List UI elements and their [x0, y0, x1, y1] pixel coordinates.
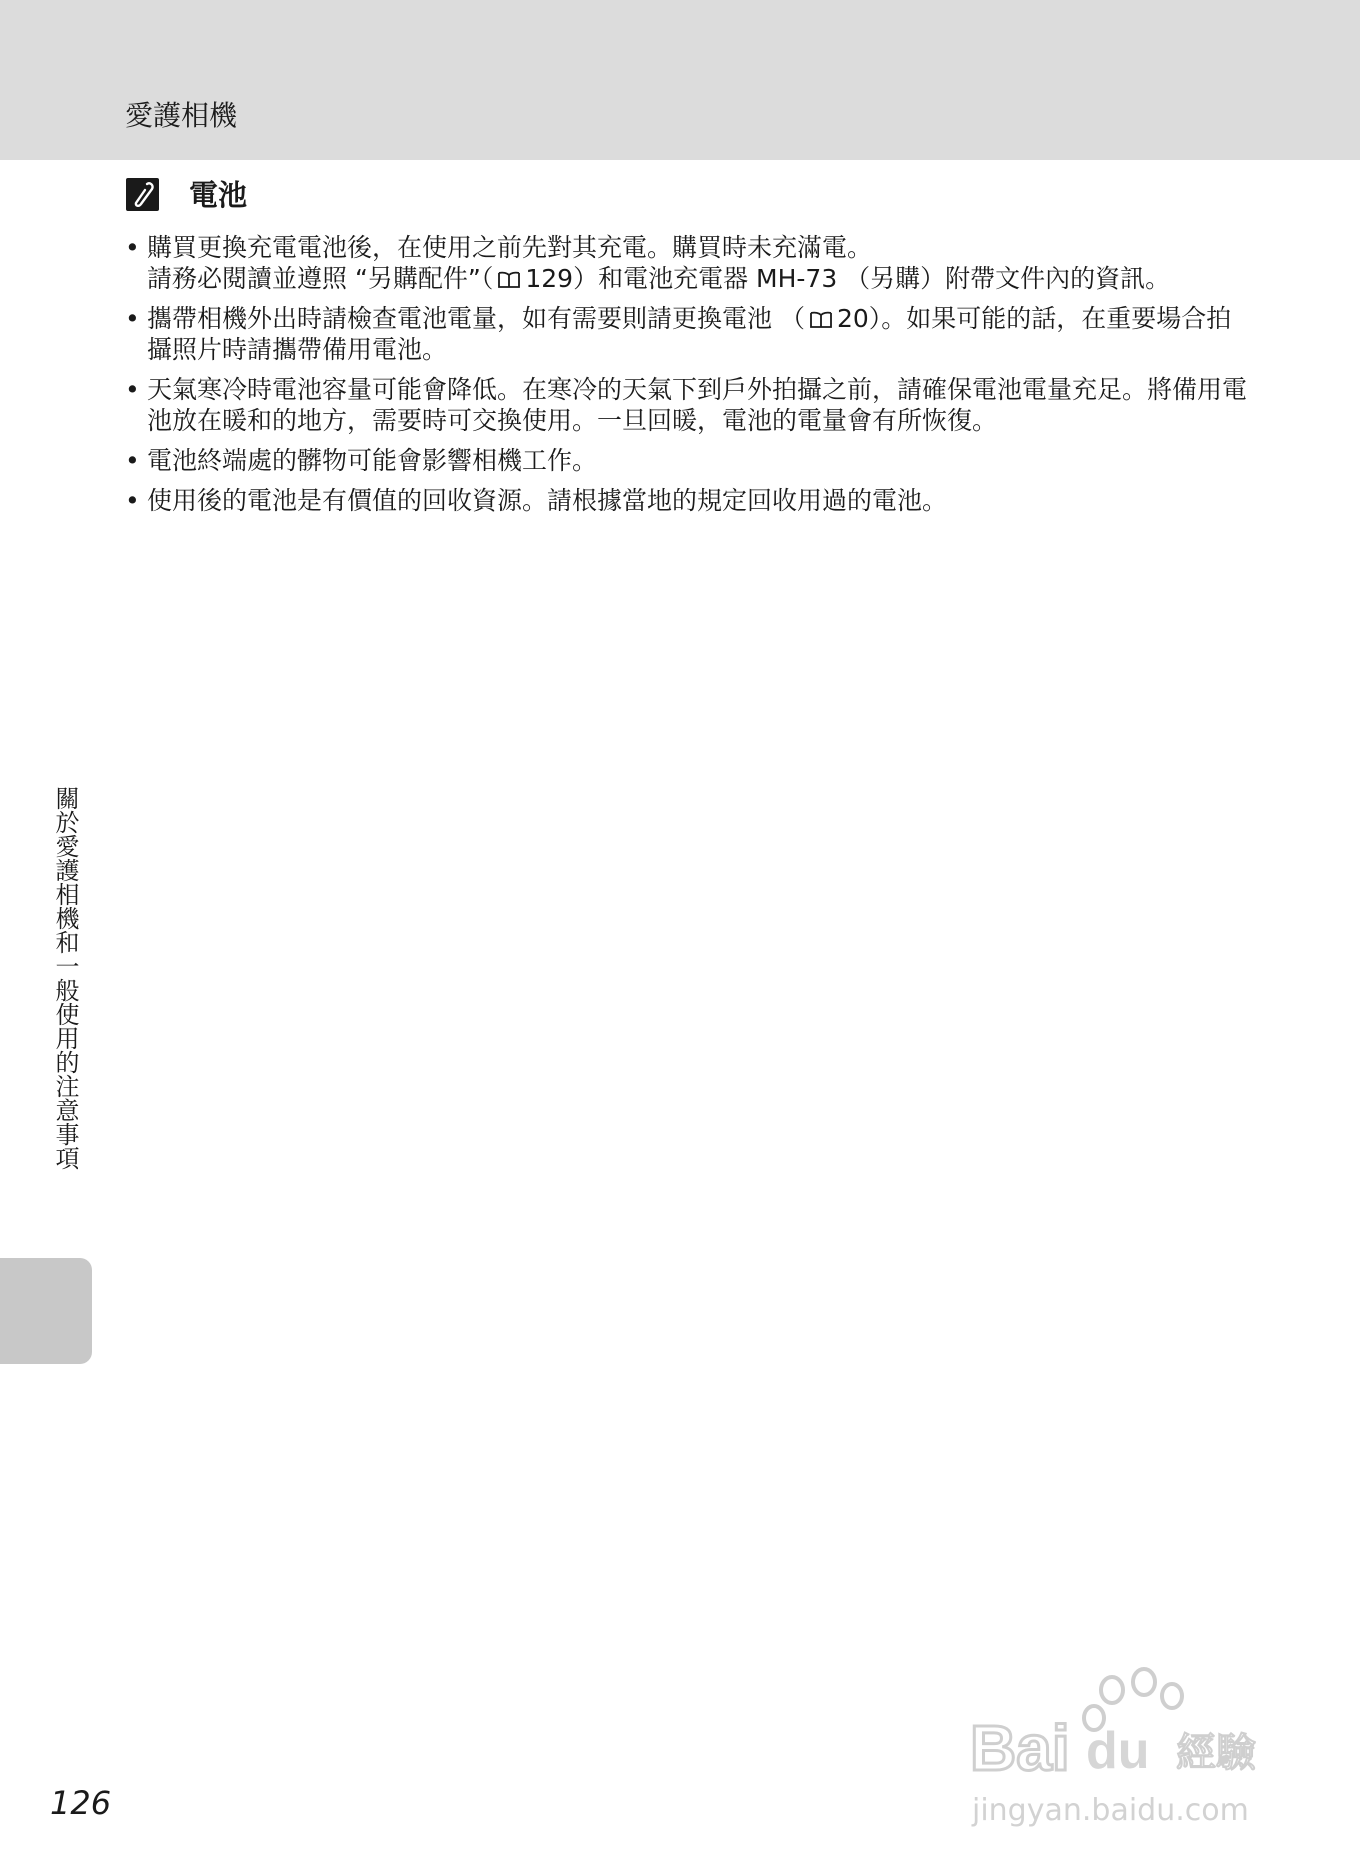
bullet-text: 電池終端處的髒物可能會影響相機工作。	[147, 446, 598, 475]
list-item	[125, 445, 1250, 476]
book-ref-icon	[809, 306, 833, 326]
note-pencil-icon	[126, 178, 159, 211]
list-item	[125, 232, 1250, 294]
svg-text:jingyan.baidu.com: jingyan.baidu.com	[972, 1793, 1249, 1828]
section-title: 電池	[189, 178, 248, 212]
bullet-text-part: ）。如果可能的話，在重要場合拍攝照片時請攜帶備用電池。	[147, 304, 1232, 364]
baidu-watermark-logo	[966, 1660, 1296, 1830]
list-item	[125, 485, 1250, 516]
battery-notes-list	[125, 232, 1250, 525]
bullet-text-part: ）和電池充電器 MH-73 （另購）附帶文件內的資訊。	[573, 264, 1171, 293]
bullet-text: 購買更換充電電池後，在使用之前先對其充電。購買時未充滿電。	[147, 233, 873, 262]
page-ref: 129	[525, 264, 574, 293]
list-item	[125, 374, 1250, 436]
svg-text:du: du	[1086, 1722, 1150, 1780]
svg-text:Bai: Bai	[970, 1712, 1070, 1784]
list-item	[125, 303, 1250, 365]
page-number: 126	[50, 1784, 112, 1822]
book-ref-icon	[497, 266, 521, 286]
side-tab-block	[0, 1258, 92, 1364]
bullet-text: 使用後的電池是有價值的回收資源。請根據當地的規定回收用過的電池。	[147, 486, 948, 515]
side-tab-label: 關於愛護相機和一般使用的注意事項	[51, 786, 79, 1170]
page-header-title: 愛護相機	[125, 99, 238, 132]
bullet-text-part: 請務必閱讀並遵照 “另購配件”（	[147, 264, 494, 293]
svg-text:經驗: 經驗	[1176, 1730, 1256, 1776]
bullet-text-part: 攜帶相機外出時請檢查電池電量，如有需要則請更換電池 （	[147, 304, 805, 333]
bullet-text: 天氣寒冷時電池容量可能會降低。在寒冷的天氣下到戶外拍攝之前，請確保電池電量充足。將備用電池放在暖和的地方，需要時可交換使用。一旦回暖，電池的電量會有所恢復。	[147, 375, 1248, 435]
header-band	[0, 0, 1360, 160]
page-ref: 20	[836, 304, 869, 333]
